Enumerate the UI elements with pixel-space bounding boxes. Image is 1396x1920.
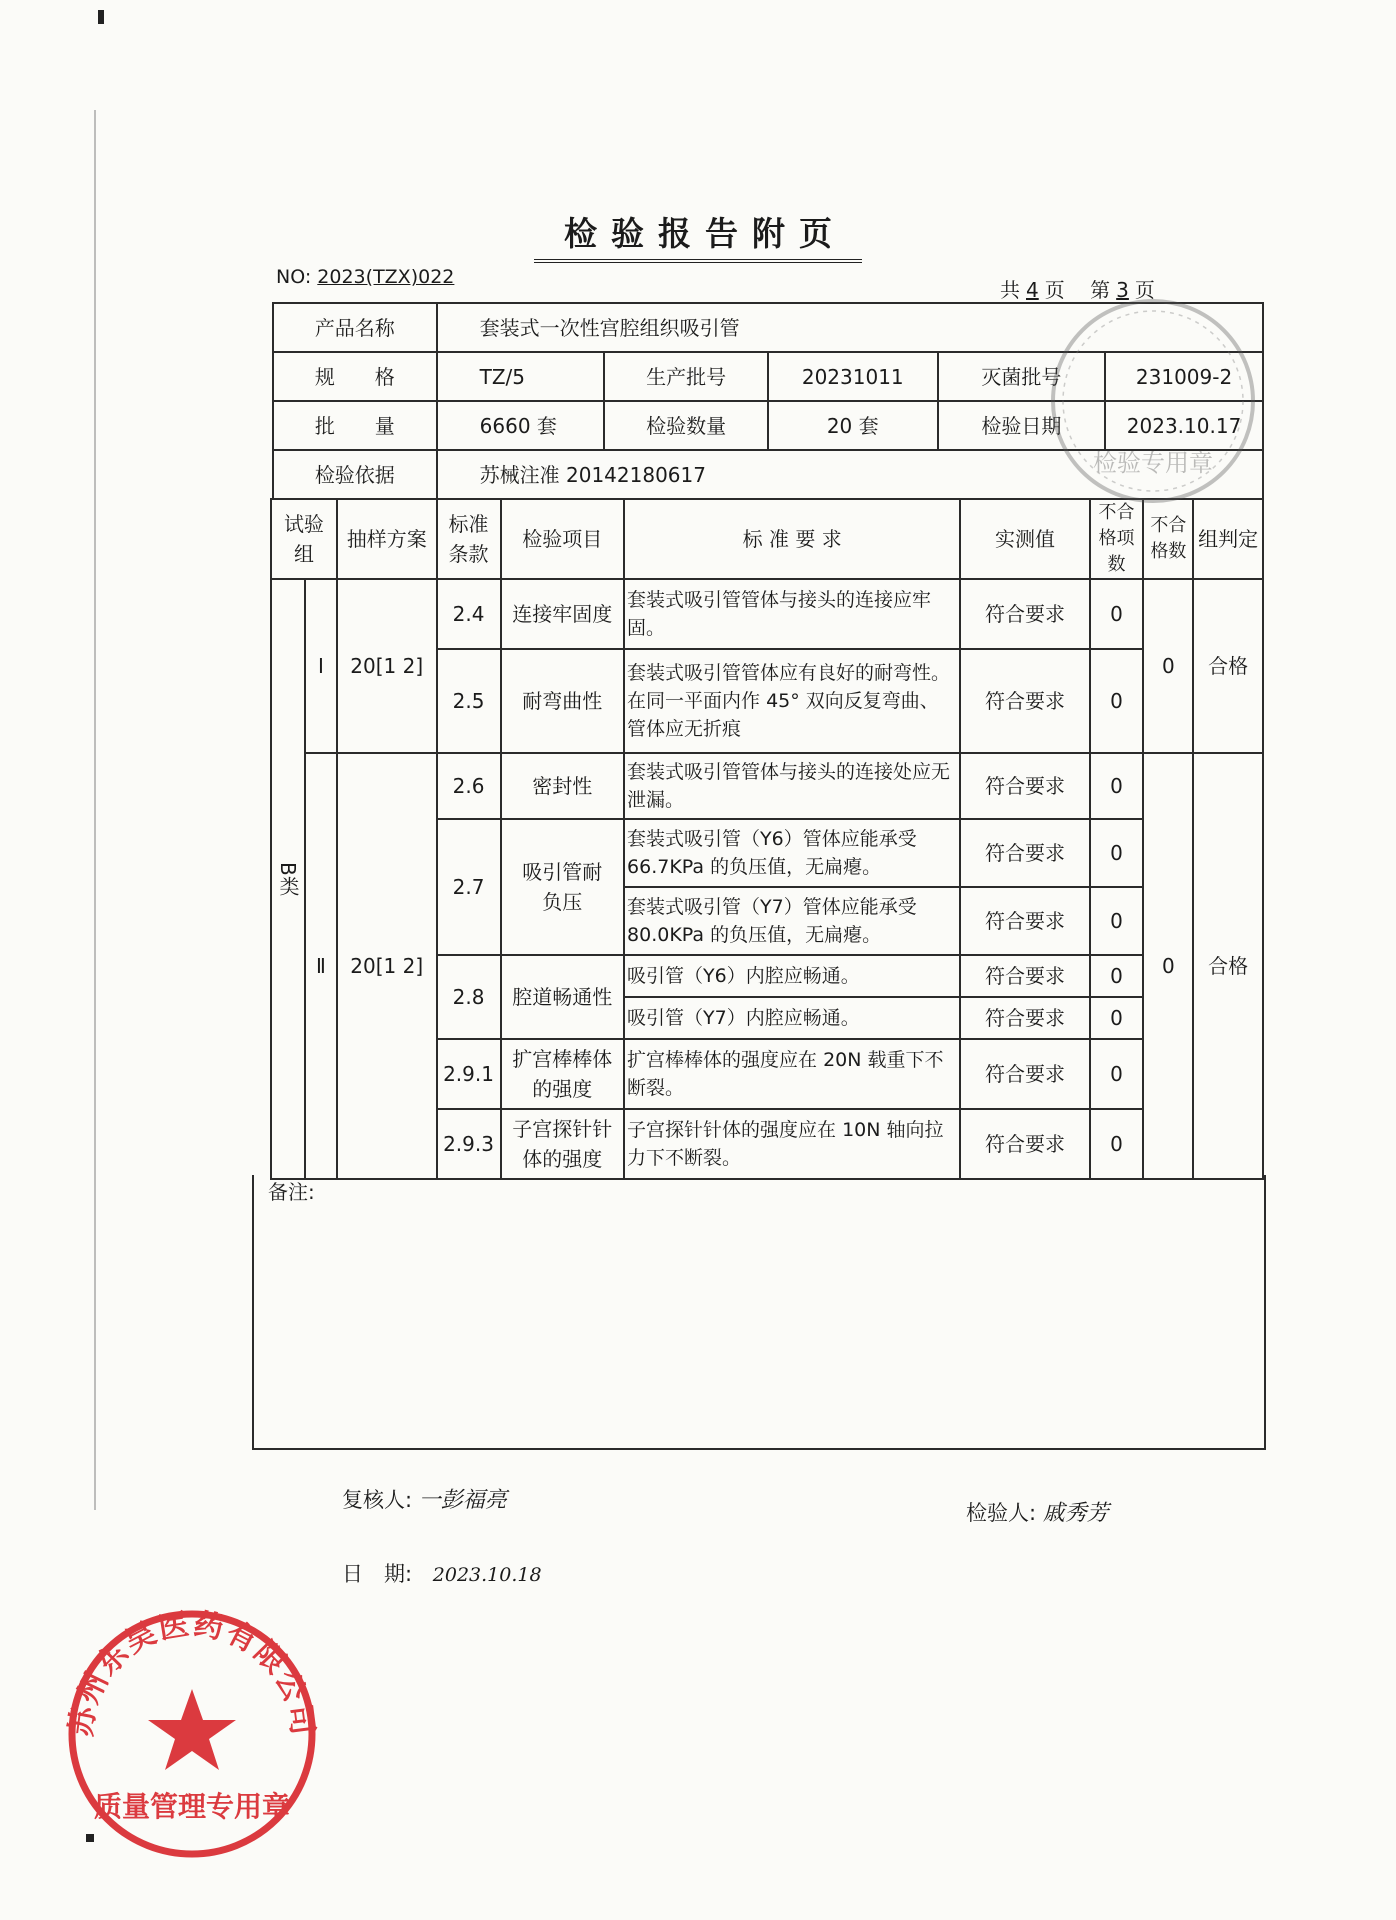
spec-label: 规 格 bbox=[273, 352, 437, 401]
group-1-nonconforming-count: 0 bbox=[1143, 579, 1193, 753]
header-item: 检验项目 bbox=[501, 499, 625, 579]
inspector-signature: 戚秀芳 bbox=[1042, 1501, 1109, 1526]
measured-cell: 符合要求 bbox=[960, 887, 1089, 955]
sterilization-label: 灭菌批号 bbox=[938, 352, 1105, 401]
requirement-cell: 套装式吸引管（Y6）管体应能承受66.7KPa 的负压值，无扁瘪。 bbox=[624, 819, 960, 887]
item-cell: 扩宫棒棒体的强度 bbox=[501, 1039, 625, 1109]
group-1-verdict: 合格 bbox=[1193, 579, 1263, 753]
item-cell: 子宫探针针体的强度 bbox=[501, 1109, 625, 1179]
basis-value: 苏械注准 20142180617 bbox=[437, 450, 1263, 499]
nonconforming-cell: 0 bbox=[1090, 887, 1144, 955]
item-cell: 腔道畅通性 bbox=[501, 955, 625, 1039]
measured-cell: 符合要求 bbox=[960, 1039, 1089, 1109]
report-number-value: 2023(TZX)022 bbox=[317, 266, 455, 288]
clause-cell: 2.6 bbox=[437, 753, 501, 819]
group-2-nonconforming-count: 0 bbox=[1143, 753, 1193, 1179]
requirement-cell: 套装式吸引管管体应有良好的耐弯性。在同一平面内作 45° 双向反复弯曲、管体应无折痕 bbox=[624, 649, 960, 753]
basis-label: 检验依据 bbox=[273, 450, 437, 499]
requirement-cell: 吸引管（Y7）内腔应畅通。 bbox=[624, 997, 960, 1039]
inspection-date-value: 2023.10.17 bbox=[1105, 401, 1263, 450]
group-1-sampling: 20[1 2] bbox=[337, 579, 437, 753]
company-seal-dept: 质量管理专用章 bbox=[93, 1790, 291, 1823]
header-group: 试验组 bbox=[271, 499, 337, 579]
measured-cell: 符合要求 bbox=[960, 955, 1089, 997]
nonconforming-cell: 0 bbox=[1090, 753, 1144, 819]
header-clause: 标准条款 bbox=[437, 499, 501, 579]
clause-cell: 2.4 bbox=[437, 579, 501, 649]
clause-cell: 2.8 bbox=[437, 955, 501, 1039]
inspection-date-label: 检验日期 bbox=[938, 401, 1105, 450]
nonconforming-cell: 0 bbox=[1090, 579, 1144, 649]
item-cell: 耐弯曲性 bbox=[501, 649, 625, 753]
header-requirement: 标 准 要 求 bbox=[624, 499, 960, 579]
sign-date-label: 日 期: bbox=[342, 1562, 413, 1586]
measured-cell: 符合要求 bbox=[960, 753, 1089, 819]
clause-cell: 2.9.3 bbox=[437, 1109, 501, 1179]
nonconforming-cell: 0 bbox=[1090, 819, 1144, 887]
measured-cell: 符合要求 bbox=[960, 649, 1089, 753]
header-sampling: 抽样方案 bbox=[337, 499, 437, 579]
sterilization-value: 231009-2 bbox=[1105, 352, 1263, 401]
pages-current-suffix: 页 bbox=[1134, 278, 1155, 302]
requirement-cell: 套装式吸引管（Y7）管体应能承受80.0KPa 的负压值，无扁瘪。 bbox=[624, 887, 960, 955]
measured-cell: 符合要求 bbox=[960, 819, 1089, 887]
report-number bbox=[276, 266, 454, 288]
pages-current-prefix: 第 bbox=[1090, 278, 1111, 302]
reviewer-label: 复核人: bbox=[342, 1488, 413, 1512]
nonconforming-cell: 0 bbox=[1090, 1039, 1144, 1109]
header-nonconforming-count: 不合格数 bbox=[1143, 499, 1193, 579]
inspection-seal-text: 检验专用章 bbox=[1093, 449, 1213, 477]
quantity-value: 6660 套 bbox=[437, 401, 605, 450]
inspector bbox=[966, 1496, 1109, 1527]
clause-cell: 2.9.1 bbox=[437, 1039, 501, 1109]
pages-total-prefix: 共 bbox=[1000, 278, 1020, 302]
remarks-label: 备注: bbox=[268, 1180, 315, 1204]
measured-cell: 符合要求 bbox=[960, 1109, 1089, 1179]
scan-mark bbox=[98, 10, 104, 24]
clause-cell: 2.5 bbox=[437, 649, 501, 753]
page-title bbox=[0, 208, 1396, 263]
pages-total: 4 bbox=[1026, 278, 1039, 302]
requirement-cell: 套装式吸引管管体与接头的连接应牢固。 bbox=[624, 579, 960, 649]
spec-value: TZ/5 bbox=[437, 352, 605, 401]
item-cell: 密封性 bbox=[501, 753, 625, 819]
group-2-id: Ⅱ bbox=[305, 753, 337, 1179]
reviewer bbox=[342, 1483, 507, 1514]
nonconforming-cell: 0 bbox=[1090, 997, 1144, 1039]
sample-qty-value: 20 套 bbox=[768, 401, 938, 450]
item-cell: 连接牢固度 bbox=[501, 579, 625, 649]
sample-qty-label: 检验数量 bbox=[604, 401, 767, 450]
company-seal-icon bbox=[62, 1604, 322, 1864]
sign-date-value: 2023.10.18 bbox=[432, 1564, 542, 1586]
sign-date bbox=[342, 1558, 542, 1588]
header-nonconforming-items: 不合格项 数 bbox=[1090, 499, 1144, 579]
product-name-label: 产品名称 bbox=[273, 303, 437, 352]
seal-star-icon bbox=[148, 1689, 236, 1770]
inspector-label: 检验人: bbox=[966, 1501, 1037, 1525]
group-1-id: Ⅰ bbox=[305, 579, 337, 753]
group-2-sampling: 20[1 2] bbox=[337, 753, 437, 1179]
inspection-table bbox=[270, 498, 1264, 1180]
company-seal-name: 苏州东吴医药有限公司 bbox=[63, 1606, 321, 1739]
nonconforming-cell: 0 bbox=[1090, 1109, 1144, 1179]
product-name: 套装式一次性宫腔组织吸引管 bbox=[437, 303, 1263, 352]
requirement-cell: 扩宫棒棒体的强度应在 20N 载重下不断裂。 bbox=[624, 1039, 960, 1109]
reviewer-signature: 一彭福亮 bbox=[418, 1488, 507, 1513]
requirement-cell: 套装式吸引管管体与接头的连接处应无泄漏。 bbox=[624, 753, 960, 819]
nonconforming-cell: 0 bbox=[1090, 955, 1144, 997]
category-cell: B类 bbox=[271, 579, 305, 1179]
pages-current: 3 bbox=[1116, 278, 1129, 302]
header-measured: 实测值 bbox=[960, 499, 1089, 579]
measured-cell: 符合要求 bbox=[960, 579, 1089, 649]
inspection-seal-icon bbox=[1038, 286, 1268, 516]
batch-no-value: 20231011 bbox=[768, 352, 938, 401]
pages-total-suffix: 页 bbox=[1044, 278, 1065, 302]
measured-cell: 符合要求 bbox=[960, 997, 1089, 1039]
header-verdict: 组判定 bbox=[1193, 499, 1263, 579]
requirement-cell: 吸引管（Y6）内腔应畅通。 bbox=[624, 955, 960, 997]
nonconforming-cell: 0 bbox=[1090, 649, 1144, 753]
item-cell: 吸引管耐负压 bbox=[501, 819, 625, 955]
clause-cell: 2.7 bbox=[437, 819, 501, 955]
remarks-box bbox=[252, 1175, 1266, 1450]
title-text: 检验报告附页 bbox=[534, 208, 862, 263]
requirement-cell: 子宫探针针体的强度应在 10N 轴向拉力下不断裂。 bbox=[624, 1109, 960, 1179]
batch-no-label: 生产批号 bbox=[604, 352, 767, 401]
report-number-label: NO: bbox=[276, 266, 312, 288]
quantity-label: 批 量 bbox=[273, 401, 437, 450]
group-2-verdict: 合格 bbox=[1193, 753, 1263, 1179]
scan-edge-line bbox=[94, 110, 96, 1510]
